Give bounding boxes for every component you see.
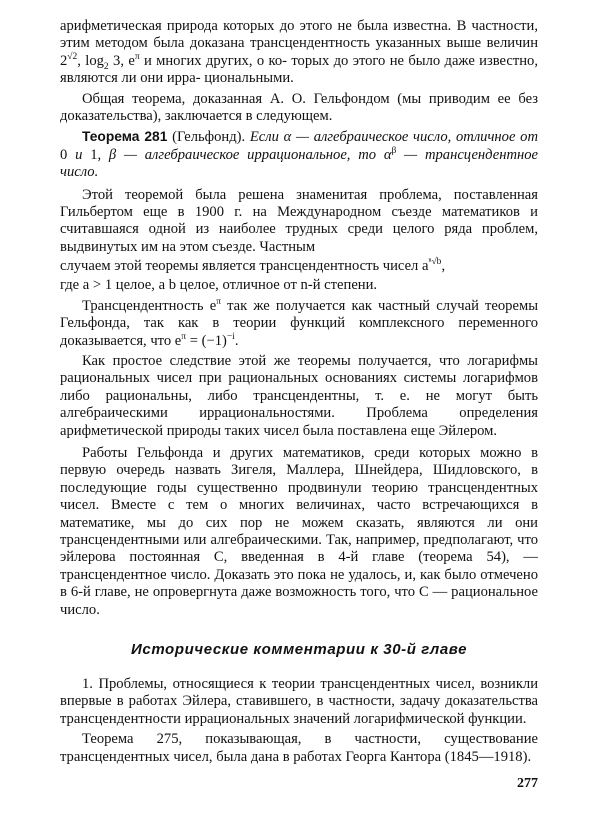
- text-line: арифметическая природа которых до этого не была известна.: [60, 18, 452, 34]
- text-line: циональными.: [204, 70, 294, 87]
- exponent: ⁿ√b: [428, 257, 442, 268]
- exponent: −i: [226, 331, 235, 342]
- exponent: √2: [67, 51, 78, 62]
- log-base: 2: [103, 61, 109, 72]
- theorem-label: Теорема 281: [82, 129, 168, 145]
- exponent: β: [391, 145, 397, 156]
- comment-2: Теорема 275, показывающая, в частности, существование трансцендентных чисел, была дана в работах Георга Кантора (1845—1918).: [60, 731, 538, 765]
- exponent: π: [216, 296, 221, 307]
- exponent: π: [134, 51, 140, 62]
- paragraph-hilbert-formula: случаем этой теоремы является трансцендентность чисел $a^{^n√b}$,: [60, 257, 446, 275]
- exponent: π: [181, 331, 187, 342]
- paragraph-logarithms: Как простое следствие этой же теоремы получается, что логарифмы рациональных чисел при рациональных основаниях системы логарифмов либо рациональны, либо трансцендентны, т. е. не могут быть алгебраическими иррациональностями. Проблема определения арифметической природы таких чисел была поставлена еще Эйлером.: [60, 352, 538, 439]
- theorem-281: Теорема 281 (Гельфонд). Если α — алгебраическое число, отличное от 0 и 1, β — алгебраическое иррациональное, то $\alpha^\beta$ — трансцендентное число.: [60, 129, 539, 181]
- text-line: указанных выше величин $2^{√2}$, $\log_2 3$, $e^\pi$ и многих других, о ко-: [60, 35, 538, 72]
- page-number: 277: [517, 776, 538, 791]
- text-line: торых до этого не было даже известно, являются ли они ирра-: [60, 52, 538, 87]
- text-line: В частности, этим методом была доказана трансцендентность: [60, 18, 539, 52]
- paragraph-gelfond-works: Работы Гельфонда и других математиков, среди которых можно в первую очередь назвать Зигеля, Маллера, Шнейдера, Шидловского, в последующие годы существенно продвинули теорию трансцендентных чисел. Вместе с тем о многих величинах, часто встречающихся в математике, мы до сих пор не можем сказать, являются ли они трансцендентными или алгебраическими. Так, например, предполагают, что эйлерова постоянная C, введенная в 4-й главе (теорема 54), — трансцендентное число. Доказать это пока не удалось, и, как было отмечено в 6-й главе, не опровергнута даже возможность того, что C — рациональное число.: [60, 444, 538, 618]
- paragraph-general-theorem: Общая теорема, доказанная А. О. Гельфондом (мы приводим ее без доказательства), заключается в следующем.: [60, 90, 538, 125]
- paragraph-hilbert-problem: Этой теоремой была решена знаменитая проблема, поставленная Гильбертом еще в 1900 г. на Международном съезде математиков и считавшаяся одной из наиболее трудных среди целого ряда проблем, выдвинутых им на этом съезде. Частным: [60, 186, 538, 255]
- comment-1: 1. Проблемы, относящиеся к теории трансцендентных чисел, возникли впервые в работах Эйлера, ставившего, в частности, задачу доказательства трансцендентности иррациональных значений логарифмической функции.: [60, 676, 538, 727]
- paragraph-continuation: [60, 18, 538, 88]
- paragraph-e-pi: Трансцендентность $e^\pi$ так же получается как частный случай теоремы Гельфонда, так как в теории функций комплексного переменного доказывается, что $e^\pi = (-1)^{-i}$.: [60, 296, 539, 349]
- section-title: Исторические комментарии к 30-й главе: [130, 641, 468, 658]
- paragraph-hilbert-condition: где a > 1 целое, a b целое, отличное от n-й степени.: [60, 277, 378, 294]
